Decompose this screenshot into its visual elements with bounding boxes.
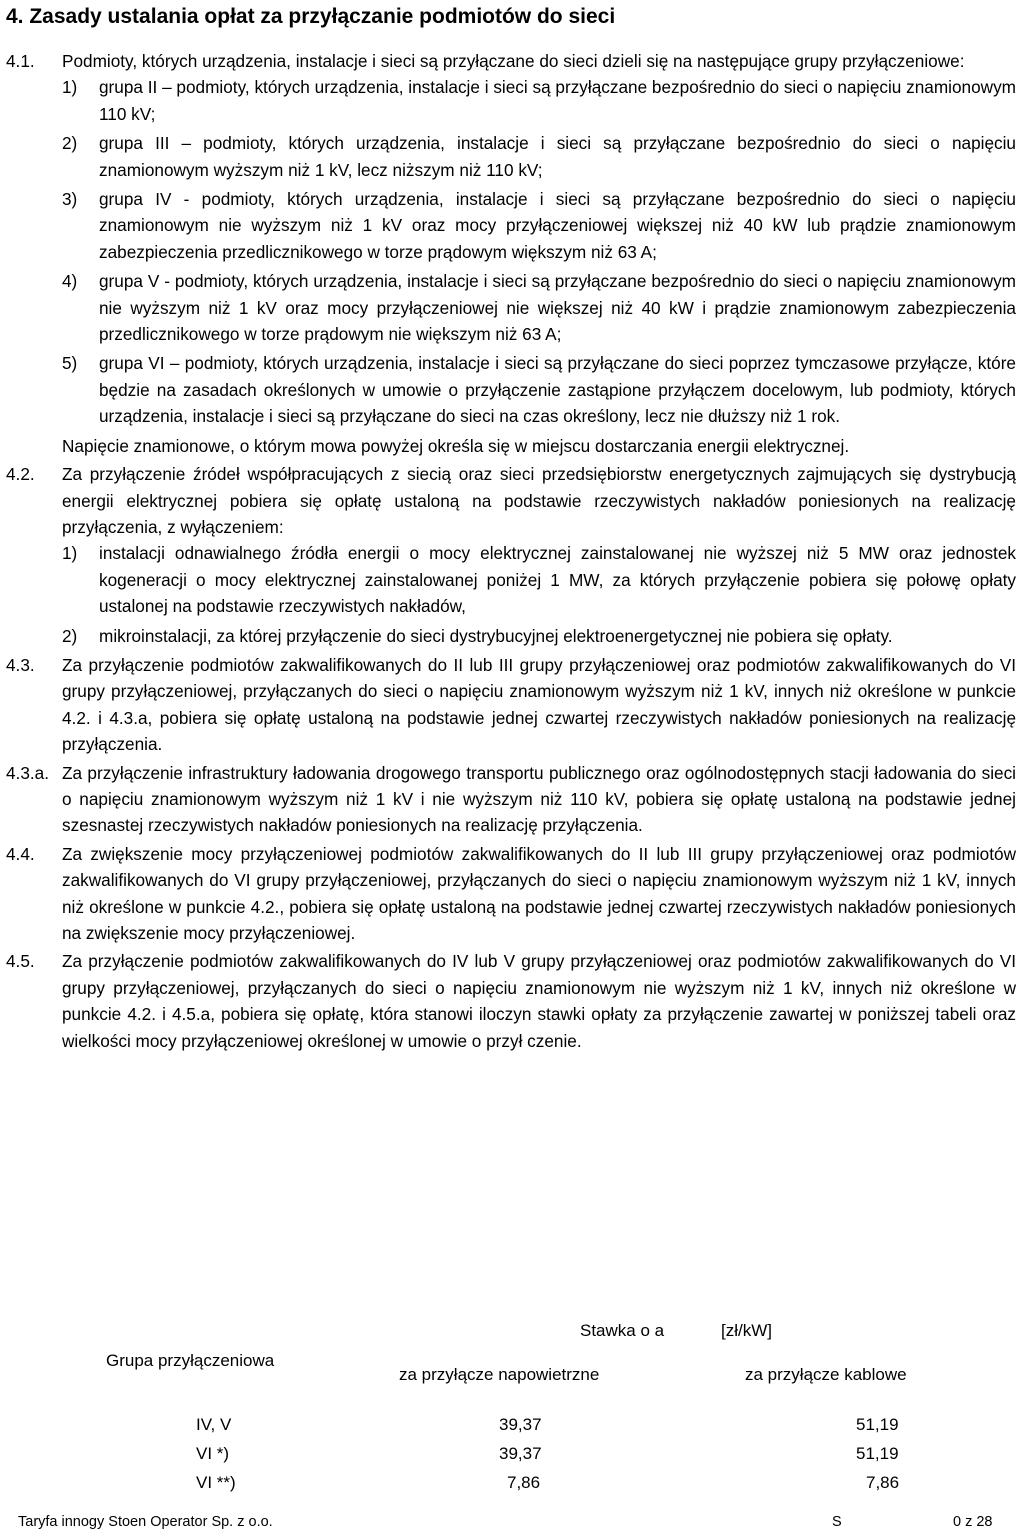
list-item [62, 350, 1016, 429]
item-text: mikroinstalacji, za której przyłączenie do sieci dystrybucyjnej elektroenergetycznej nie pobiera się opłaty. [99, 625, 893, 646]
item-number: 5) [62, 353, 78, 374]
section-4-3 [6, 652, 1016, 758]
section-note: Napięcie znamionowe, o którym mowa powyżej określa się w miejscu dostarczania energii elektrycznej. [62, 435, 850, 456]
table-cell-overhead: 39,37 [499, 1415, 542, 1434]
footer-tariff-name: Taryfa innogy Stoen Operator Sp. z o.o. [18, 1514, 273, 1530]
cable-header: za przyłącze kablowe [745, 1365, 907, 1384]
rate-header: Stawka o a [580, 1321, 665, 1340]
list-item [62, 623, 1016, 649]
section-4-5 [6, 948, 1016, 1054]
item-number: 2) [62, 625, 78, 646]
item-text: grupa II – podmioty, których urządzenia, instalacje i sieci są przyłączane bezpośrednio do sieci o napięciu znamionowym 110 kV; [99, 77, 1016, 124]
group-header: Grupa przyłączeniowa [106, 1351, 275, 1370]
section-text: Za przyłączenie źródeł współpracujących z siecią oraz sieci przedsiębiorstw energetycznych zajmujących się dystrybucją energii elektrycznej pobiera się opłatę ustaloną na podstawie rzeczywistych nakładów poniesionych na realizację przyłączenia, z wyłączeniem: [62, 464, 1016, 537]
item-number: 1) [62, 543, 78, 564]
list-item [62, 268, 1016, 347]
list-item [62, 540, 1016, 619]
table-cell-cable: 7,86 [866, 1473, 900, 1492]
section-number: 4.1. [6, 51, 35, 71]
item-text: grupa VI – podmioty, których urządzenia, instalacje i sieci są przyłączane do sieci poprzez tymczasowe przyłącze, które będzie na zasadach określonych w umowie o przyłączenie zastąpione przyłączem docelowym, lub podmioty, których urządzenia, instalacje i sieci są przyłączane do sieci na czas określony, lecz nie dłuższy niż 1 rok. [99, 353, 1016, 427]
item-number: 2) [62, 133, 78, 154]
item-text: instalacji odnawialnego źródła energii o mocy elektrycznej zainstalowanej nie wyższej niż 5 MW oraz jednostek kogeneracji o mocy elektrycznej zainstalowanej poniżej 1 MW, za których przyłączenie pobiera się połowę opłaty ustalonej na podstawie rzeczywistych nakładów, [99, 543, 1016, 617]
section-text: Podmioty, których urządzenia, instalacje i sieci są przyłączane do sieci dzieli się na następujące grupy przyłączeniowe: [62, 51, 965, 71]
section-number: 4.3. [6, 654, 35, 675]
item-number: 1) [62, 77, 78, 98]
rate-table [100, 1318, 1000, 1498]
item-number: 3) [62, 189, 78, 210]
rate-unit: [zł/kW] [721, 1321, 772, 1340]
table-cell-overhead: 39,37 [499, 1444, 542, 1463]
section-text: Za przyłączenie infrastruktury ładowania drogowego transportu publicznego oraz ogólnodostępnych stacji ładowania do sieci o napięciu znamionowym wyższym niż 1 kV i nie wyższym niż 110 kV, pobiera się opłatę ustaloną na podstawie jednej szesnastej rzeczywistych nakładów poniesionych na realizację przyłączenia. [62, 762, 1016, 836]
list-item [62, 186, 1016, 265]
table-cell-group: IV, V [196, 1415, 232, 1434]
item-text: grupa IV - podmioty, których urządzenia, instalacje i sieci są przyłączane bezpośrednio do sieci o napięciu znamionowym nie wyższym niż 1 kV oraz mocy przyłączeniowej większej niż 40 kW lub prądzie znamionowym zabezpieczenia przedlicznikowego w torze prądowym większym niż 63 A; [99, 189, 1016, 262]
section-4-1 [6, 48, 1016, 459]
item-number: 4) [62, 271, 78, 292]
section-title: 4. Zasady ustalania opłat za przyłączanie podmiotów do sieci [6, 5, 616, 28]
section-number: 4.4. [6, 843, 35, 864]
group-list [62, 74, 1016, 429]
document-body [6, 48, 1016, 1056]
section-text: Za zwiększenie mocy przyłączeniowej podmiotów zakwalifikowanych do II lub III grupy przyłączeniowej oraz podmiotów zakwalifikowanych do VI grupy przyłączeniowej, przyłączanych do sieci o napięciu znamionowym wyższym niż 1 kV, innych niż określone w punkcie 4.2., pobiera się opłatę ustaloną na podstawie jednej czwartej rzeczywistych nakładów poniesionych na zwiększenie mocy przyłączeniowej. [62, 843, 1016, 943]
section-4-4 [6, 841, 1016, 947]
table-cell-overhead: 7,86 [507, 1473, 541, 1492]
section-number: 4.5. [6, 951, 35, 972]
exception-list [62, 540, 1016, 649]
table-cell-cable: 51,19 [856, 1415, 899, 1434]
table-cell-group: VI *) [196, 1444, 230, 1463]
list-item [62, 74, 1016, 127]
section-4-3-a [6, 760, 1016, 839]
section-number: 4.2. [6, 464, 35, 485]
table-cell-group: VI **) [196, 1473, 236, 1492]
item-text: grupa III – podmioty, których urządzenia, instalacje i sieci są przyłączane bezpośrednio do sieci o napięciu znamionowym wyższym niż 1 kV, lecz niższym niż 110 kV; [99, 133, 1016, 180]
table-cell-cable: 51,19 [856, 1444, 899, 1463]
section-number: 4.3.a. [6, 762, 50, 783]
section-text: Za przyłączenie podmiotów zakwalifikowanych do IV lub V grupy przyłączeniowej oraz podmiotów zakwalifikowanych do VI grupy przyłączeniowej, przyłączanych do sieci o napięciu znamionowym nie wyższym niż 1 kV, innych niż określone w punkcie 4.2. i 4.5.a, pobiera się opłatę, która stanowi iloczyn stawki opłaty za przyłączenie zawartej w poniższej tabeli oraz wielkości mocy przyłączeniowej określonej w umowie o przył czenie. [62, 951, 1016, 1051]
list-item [62, 130, 1016, 183]
overhead-header: za przyłącze napowietrzne [399, 1365, 600, 1384]
section-text: Za przyłączenie podmiotów zakwalifikowanych do II lub III grupy przyłączeniowej oraz podmiotów zakwalifikowanych do VI grupy przyłączeniowej, przyłączanych do sieci o napięciu znamionowym wyższym niż 1 kV, innych niż określone w punkcie 4.2. i 4.3.a, pobiera się opłatę ustaloną na podstawie jednej czwartej rzeczywistych nakładów poniesionych na realizację przyłączenia. [62, 654, 1016, 755]
section-4-2 [6, 461, 1016, 649]
footer-page-number: 0 z 28 [953, 1514, 993, 1530]
footer-page-label: S [832, 1514, 842, 1530]
item-text: grupa V - podmioty, których urządzenia, instalacje i sieci są przyłączane bezpośrednio do sieci o napięciu znamionowym nie wyższym niż 1 kV oraz mocy przyłączeniowej nie większej niż 40 kW i prądzie znamionowym zabezpieczenia przedlicznikowego w torze prądowym nie większym niż 63 A; [99, 271, 1016, 345]
